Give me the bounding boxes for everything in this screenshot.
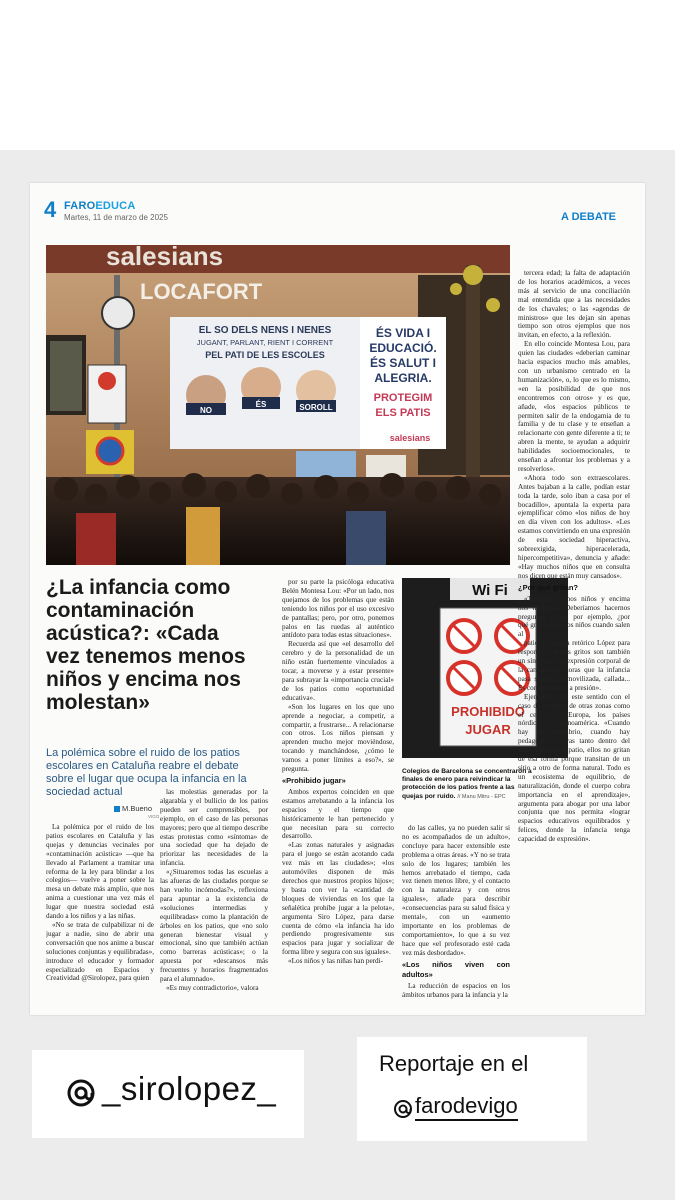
col3-paragraph-4: Ambos expertos coinciden en que estamos arrebatando a la infancia los espacios y el tiempo que históricamente le han pertenecido y que necesitan para su correcto desarrollo. [282,787,394,841]
article-subhead: La polémica sobre el ruido de los patios escolares en Cataluña reabre el debate sobre el lugar que ocupa la infancia en la sociedad actual [46,747,247,798]
caption-credit: // Manu Mitru - EPC [457,793,506,800]
banner-logo: salesians [389,433,431,443]
col3-paragraph-5: «Las zonas naturales y asignadas para el juego se están acotando cada vez más en las ciudades»; «los automóviles disponen de más derechos que nuestros propios hijos»; y basta con ver la «cantidad de bloques de viviendas en los que la señalética prohíbe jugar a la pelota», argumenta Siro López, para darse cuenta de cómo «la infancia ha ido perdiendo progresivamente sus espacios para jugar y socializar de forma libre y segura con sus iguales». [282,841,394,957]
traffic-sign-icon [102,297,134,329]
mention-handle[interactable]: _sirolopez_ [102,1070,277,1107]
building-sign-1: salesians [106,245,224,271]
farodevigo-handle[interactable]: farodevigo [415,1093,518,1121]
col3-paragraph-6: «Los niños y las niñas han perdi- [288,957,384,966]
prohibido-sign-line2: JUGAR [465,722,511,737]
building-sign-2: LOCAFORT [140,279,263,304]
col1-paragraph-1: La polémica por el ruido de los patios escolares en Cataluña y las quejas y denuncias vecinales por «contaminación acústica» —que ha llevado al Parlament a tramitar una reforma de la ley para blindar a los colegios— vuelve a poner sobre la mesa un debate más amplio, que nos anima a cuestionar una vez más el lugar que nuestra sociedad está dando a los niños y a las niñas. [46,823,154,921]
protest-photo [46,245,510,565]
photo-caption [402,768,532,801]
subheading-por-que-gritan: ¿Por qué gritan? [518,582,578,592]
section-label: A DEBATE [561,211,616,223]
col5-paragraph-6: Ejemplifica en este sentido con el caso de escuelas de otras zonas como el centro de Europa, los países nórdicos o Latinoamérica. «Cuando hay un equilibrio, cuando hay pedagogías activas tanto dentro del aula como en el patio, ellos no gritan de esa forma porque transitan de un sitio a otro de forma natural. Todo es un ecosistema de equilibrio, de naturalización, donde el cuerpo cobra importancia en el aprendizaje», argumenta para abogar por una labor conjunta que nos permita «lograr espacios educativos equilibrados y felices, donde la infancia tenga capacidad de expresión». [518,692,630,844]
newspaper-page [30,183,645,1015]
col5-paragraph-3: «Ahora todo son extraescolares. Antes bajaban a la calle, podían estar toda la tarde, solo iban a casa por el bocadillo», apuntala la experta para ejemplificar cómo «los niños de hoy en día viven con los adultos». «Les estamos convirtiendo en una expresión de esta sociedad hiperactiva, sobreexigida, hiperacelerada, hipercompetitiva», denuncia y añade: «Hay muchos niños que en consulta nos dicen que están muy cansados». [518,473,630,580]
author-byline [114,804,152,813]
col4-paragraph-1: do las calles, ya no pueden salir si no es acompañados de un adulto», concluye para hacer extensible este problema a otras áreas. «Y no se trata solo de los lugares; también les hemos arrebatado el tiempo, cada vez tienen menos libre, y el contacto con la naturaleza y con otros iguales», añade para describir «consecuencias para su salud física y mental», con un «aumento importante en los problemas de comportamiento», lo que a su vez hace que «el profesorado esté cada vez más desbordado». [402,824,510,957]
page-number: 4 [44,197,57,222]
protest-photo-illustration [46,245,510,565]
col2-paragraph-2: «¿Situaremos todas las escuelas a las afueras de las ciudades porque se han vuelto incómodas?», reflexiona para apuntar a la existencia de «soluciones intermedias y equilibradas» como la plantación de árboles en los patios, que «no solo generan bienestar visual y emocional, sino que también actúan como barreras acústicas»; o la apuesta por «descansos más frecuentes y horarios fragmentados para el alumnado». [160,868,268,984]
brand-part1: FARO [64,200,96,212]
col3-paragraph-2: Recuerda así que «el desarrollo del cerebro y de la personalidad de un niño están fuertemente vinculados a tocar, a moverse y a estar presente» para subrayar la «importancia crucial» de los patios como «oportunidad educativa». [282,640,394,702]
mention-sticker-farodevigo[interactable] [357,1037,587,1141]
article-column-5 [518,269,630,1013]
banner-right-line5: PROTEGIM [373,392,433,404]
banner-word-2: ÉS [255,400,267,409]
col3-paragraph-1: por su parte la psicóloga educativa Belén Montesa Lou: «Por un lado, nos quejamos de los problemas que están teniendo los niños por el uso excesivo de pantallas; pero, por otro, ponemos palos en las ruedas al auténtico antídoto para todas estas situaciones». [282,578,394,640]
banner-right-line3: ÉS SALUT I [369,356,437,370]
article-column-2 [160,788,268,1013]
prohibido-sign-line1: PROHIBIDO [451,704,525,719]
author-city: VIGO [148,814,160,819]
col1-paragraph-2: «No se trata de culpabilizar ni de jugar a nadie, sino de abrir una conversación que nos anime a buscar soluciones conjuntas y equilibradas», introduce el educador y formador especializado en Espacios y Creatividad @Sirolopez, para quien [46,920,154,983]
subheading-ninos-adultos: «Los niños viven con adultos» [402,959,510,979]
col5-paragraph-4: «Tenemos menos niños y encima nos molestan. Deberíamos hacernos preguntas como, por ejemplo, ¿por qué gritan tanto los niños cuando salen al [518,594,630,639]
banner-right-line6: ELS PATIS [375,407,431,419]
col5-paragraph-1: tercera edad; la falta de adaptación de los horarios académicos, a veces más al servicio de una conciliación mal entendida que a las necesidades de los chavales; o las «agendas de ministros» que les dejan sin apenas tiempo son otros ejemplos que nos invitan, en efecto, a la reflexión. [518,269,630,340]
reportaje-label: Reportaje en el [379,1051,529,1076]
instagram-at-icon [393,1099,413,1119]
banner-left-line1: EL SO DELS NENS I NENES [198,325,332,336]
article-column-3 [282,578,394,1013]
issue-date: Martes, 11 de marzo de 2025 [64,213,168,222]
instagram-at-icon [66,1078,96,1108]
author-name: M.Bueno [122,804,153,813]
subheading-prohibido-jugar: «Prohibido jugar» [282,775,346,785]
col2-paragraph-1: las molestias generadas por la algarabía y el bullicio de los patios pueden ser comprensibles, por ejemplo, en el caso de las personas mayores; pero que al tiempo describe estas protestas como «síntoma» de una sociedad que ha dejado de priorizar las necesidades de la infancia. [160,788,268,868]
banner-word-3: SOROLL [299,403,333,412]
caption-text: Colegios de Barcelona se concentraron a finales de enero para reivindicar la protección de los patios frente a las quejas por ruido. [402,768,532,800]
mention-sticker-sirolopez[interactable] [32,1050,304,1138]
article-headline: ¿La infancia como contaminación acústica?: «Cada vez tenemos menos niños y encima nos molestan» [46,576,246,714]
banner-right-line1: ÉS VIDA I [375,326,431,340]
col4-paragraph-2: La reducción de espacios en los ámbitos urbanos para la infancia y la [402,981,510,999]
banner-word-1: NO [200,406,212,415]
col3-paragraph-3: «Son los lugares en los que uno aprende a negociar, a competir, a compartir, a frustrarse... A relacionarse con otros. Los niños piensan y aprenden mucho mejor moviéndose, tocando y manchándose, ¿cómo le vamos a poner límites a eso?», se pregunta. [282,702,394,774]
page-header [44,199,632,225]
article-column-1 [46,823,154,1013]
top-blank-area [0,0,675,150]
byline-square-icon [114,806,120,812]
col2-paragraph-3: «Es muy contradictorio», valora [166,983,259,992]
article-column-4 [402,824,510,1013]
brand-part2: EDUCA [95,200,136,212]
brand-logo [64,200,135,212]
banner-left-line3: PEL PATI DE LES ESCOLES [205,350,325,360]
col5-paragraph-2: En ello coincide Montesa Lou, para quien las ciudades «deberían caminar hacia espacios mucho más amables, con un urbanismo centrado en la humanización», o, lo que es lo mismo, «en la posibilidad de que nos encontremos con otros» y es que, añade, «los espacios públicos te permiten salir de la endogamia de tu familia y de tu clase y te enseñan a relacionarte con gente diferente a ti; te abren la mente, te ayudan a adquirir habilidades socioemocionales, te enseñan a afrontar los problemas y a resolverlos». [518,340,630,473]
banner-right-line4: ALEGRIA. [374,371,432,385]
banner-right-line2: EDUCACIÓ. [369,341,437,355]
wifi-sign: Wi Fi [472,582,508,599]
banner-left-line2: JUGANT, PARLANT, RIENT I CORRENT [196,338,334,347]
col5-paragraph-5: patio?», retoma retórico López para responder: «Estos gritos son también un síntoma, una expresión corporal de la cantidad de horas que la infancia pasa sentada, inmovilizada, callada... Es como una olla a presión». [518,639,630,692]
